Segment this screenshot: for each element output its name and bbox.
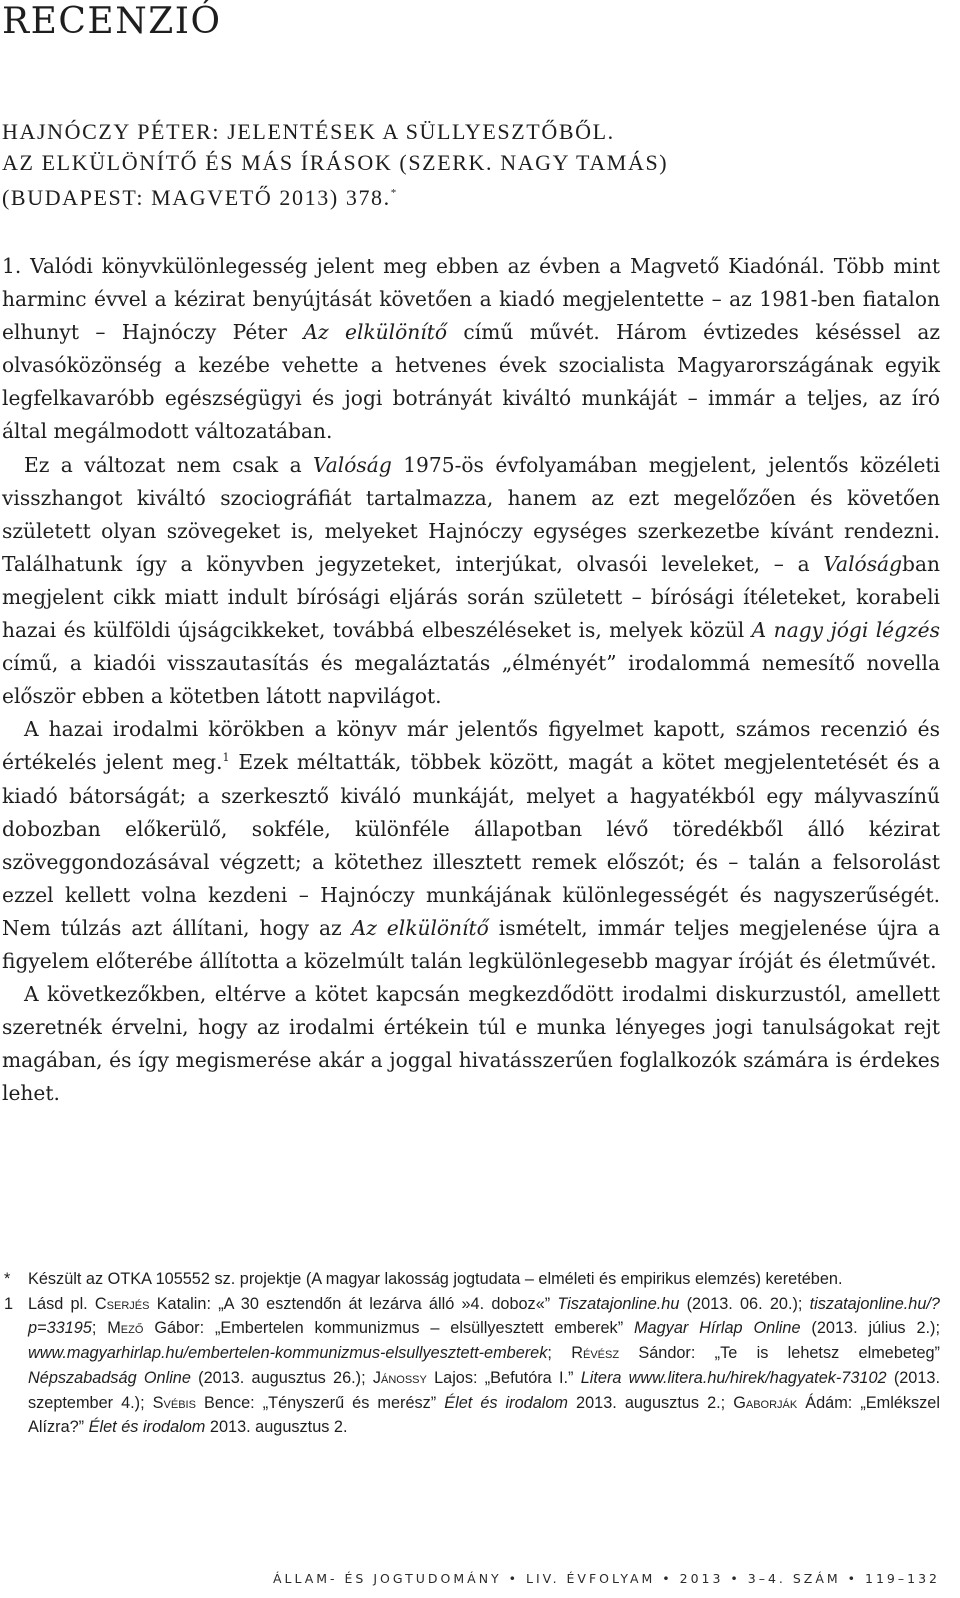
- heading-line-3: [2, 178, 942, 213]
- footnote-text: 2013. augusztus 2.;: [568, 1393, 734, 1412]
- running-footer: ÁLLAM- ÉS JOGTUDOMÁNY • LIV. ÉVFOLYAM • 2013 • 3–4. SZÁM • 119–132: [272, 1571, 940, 1586]
- source-title: Népszabadság Online: [28, 1368, 191, 1387]
- review-body: [2, 250, 940, 1110]
- review-heading: [2, 116, 942, 213]
- footnote-text: Bence: „Tényszerű és merész”: [195, 1393, 445, 1412]
- source-title: Magyar Hírlap Online: [634, 1319, 801, 1338]
- paragraph-3-text: Ezek méltatták, többek között, magát a kötet megjelentetését és a kiadó bátorságát; a szerkesztő kiváló munkáját, melyet a hagyatékból egy mályvaszínű dobozban előkerülő, sokféle, különféle állapotban lévő töredékből álló kézirat szöveggondozásával végzett; a kötethez illesztett remek előszót; és – talán a felsorolást ezzel kellett volna kezdeni – Hajnóczy munkájának különlegességét és nagyszerűségét. Nem túlzás azt állítani, hogy az: [2, 750, 940, 940]
- author-name: Révész: [571, 1344, 620, 1363]
- journal-title: Valóság: [313, 452, 392, 477]
- paragraph-3: [2, 713, 940, 978]
- footnote-text: ;: [91, 1319, 108, 1338]
- heading-line-3-text: (BUDAPEST: MAGVETŐ 2013) 378.: [2, 185, 391, 210]
- paragraph-1-text: című művét. Három évtizedes késéssel az olvasóközönség a kezébe vehette a hetvenes évek szocialista Magyarországának egyik legfelkavaróbb egészségügyi és jogi botrányát kiváltó munkáját – immár a teljes, az író által megálmodott változatában.: [2, 320, 941, 444]
- author-name: Gaborják: [733, 1393, 798, 1412]
- paragraph-2-text: című, a kiadói visszautasítás és megaláztatás „élményét” irodalommá nemesítő novella először ebben a kötetben látott napvilágot.: [2, 651, 940, 709]
- footnote-text: Lásd pl.: [28, 1294, 95, 1313]
- footnote-star: [2, 1267, 940, 1292]
- footnote-mark: 1: [4, 1294, 14, 1313]
- paragraph-2-text: 1975-ös évfolyamában megjelent, jelentős közéleti visszhangot kiváltó szociográfiát tartalmazza, hanem az ezt megelőzően és követően született olyan szövegeket is, melyeket Hajnóczy egységes szerkezetbe kívánt rendezni. Találhatunk így a könyvben jegyzeteket, interjúkat, olvasói leveleket, – a: [2, 452, 940, 576]
- book-title: Az elkülönítő: [303, 320, 448, 345]
- footnote-text: Sándor: „Te is lehetsz elmebeteg”: [619, 1344, 940, 1363]
- paragraph-3-text: ismételt, immár teljes megjelenése újra a figyelem előterébe állította a közelmúlt talán legkülönlegesebb magyar íróját és életművét.: [2, 915, 940, 973]
- paragraph-1: [2, 250, 940, 449]
- footnote-text: Készült az OTKA 105552 sz. projektje (A magyar lakosság jogtudata – elméleti és empirikus elemzés) keretében.: [28, 1270, 843, 1288]
- section-title: RECENZIÓ: [2, 1, 222, 42]
- source-link[interactable]: Litera www.litera.hu/hirek/hagyatek-73102: [580, 1368, 887, 1387]
- source-link[interactable]: www.magyarhirlap.hu/embertelen-kommunizmus-elsullyesztett-emberek: [28, 1344, 548, 1363]
- footnote-text: Ádám: „Emlékszel Alízra?”: [28, 1393, 940, 1437]
- footnote-text: (2013. augusztus 26.);: [190, 1368, 373, 1387]
- heading-line-1: HAJNÓCZY PÉTER: JELENTÉSEK A SÜLLYESZTŐBŐL.: [2, 119, 615, 144]
- author-name: Mező: [107, 1319, 144, 1338]
- footnote-text: ;: [547, 1344, 572, 1363]
- footnote-text: Katalin: „A 30 esztendőn át lezárva álló »4. doboz«”: [149, 1294, 558, 1313]
- footnote-text: Lajos: „Befutóra I.”: [426, 1368, 581, 1387]
- footnote-reference[interactable]: 1: [222, 751, 230, 765]
- footnote-1: [2, 1292, 940, 1440]
- paragraph-1-text: 1. Valódi könyvkülönlegesség jelent meg ebben az évben a Magvető Kiadónál. Több mint harminc évvel a kézirat benyújtását követően a kiadó megjelentette – az 1981-ben fiatalon elhunyt – Hajnóczy Péter: [2, 254, 940, 345]
- source-title: Tiszatajonline.hu: [557, 1294, 680, 1313]
- journal-title: Valóság: [823, 551, 903, 576]
- author-name: Jánossy: [372, 1368, 427, 1387]
- heading-footnote-mark: *: [390, 187, 397, 199]
- paragraph-2-text: ban megjelent cikk miatt indult bírósági eljárás során született – bírósági ítéleteket, korabeli hazai és külföldi újságcikkeket, továbbá elbeszéléseket is, melyek közül: [2, 551, 940, 643]
- footnote-text: (2013. 06. 20.);: [679, 1294, 810, 1313]
- footnote-text: 2013. augusztus 2.: [205, 1418, 348, 1437]
- heading-line-2: AZ ELKÜLÖNÍTŐ ÉS MÁS ÍRÁSOK (SZERK. NAGY TAMÁS): [2, 150, 669, 175]
- paragraph-4: A következőkben, eltérve a kötet kapcsán megkezdődött irodalmi diskurzustól, amellett szeretnék érvelni, hogy az irodalmi értékein túl e munka lényeges jogi tanulságokat rejt magában, és így megismerése akár a joggal hivatásszerűen foglalkozók számára is érdekes lehet.: [2, 982, 940, 1106]
- paragraph-3-text: A hazai irodalmi körökben a könyv már jelentős figyelmet kapott, számos recenzió és értékelés jelent meg.: [2, 717, 940, 775]
- footnote-text: (2013. július 2.);: [800, 1319, 940, 1338]
- book-title: Az elkülönítő: [351, 915, 489, 940]
- author-name: Svébis: [152, 1393, 196, 1412]
- footnotes: [2, 1267, 940, 1440]
- source-title: Élet és irodalom: [444, 1393, 568, 1412]
- footnote-text: (2013. szeptember 4.);: [28, 1368, 940, 1412]
- footnote-mark: *: [4, 1270, 11, 1288]
- source-title: Élet és irodalom: [88, 1418, 206, 1437]
- source-link[interactable]: tiszatajonline.hu/?p=33195: [28, 1294, 940, 1338]
- author-name: Cserjés: [94, 1294, 150, 1313]
- novella-title: A nagy jógi légzés: [751, 618, 940, 643]
- footnote-text: Gábor: „Embertelen kommunizmus – elsüllyesztett emberek”: [143, 1319, 634, 1338]
- paragraph-2-text: Ez a változat nem csak a: [24, 452, 314, 477]
- paragraph-2: [2, 449, 940, 714]
